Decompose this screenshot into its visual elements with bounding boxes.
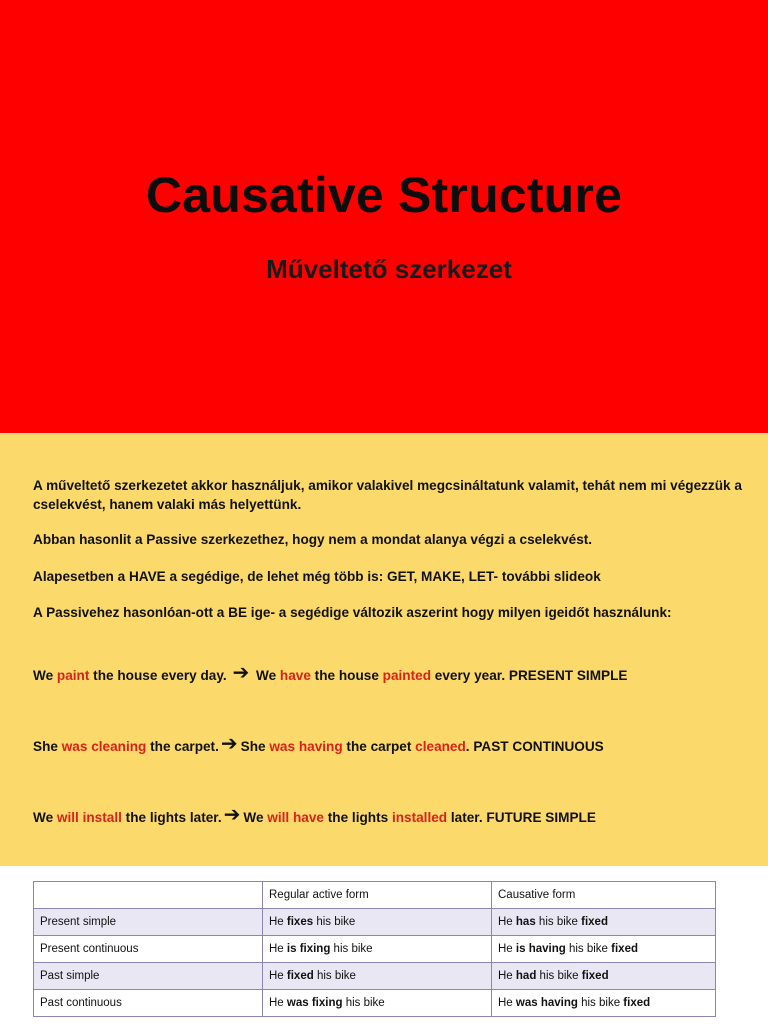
arrow-right-icon: ➔ bbox=[232, 662, 250, 684]
explanation-slide bbox=[0, 433, 768, 866]
slide-title: Causative Structure bbox=[145, 167, 623, 223]
tense-cell: Past continuous bbox=[34, 990, 263, 1017]
causative-form-cell: He has his bike fixed bbox=[492, 909, 716, 936]
paragraph-passive-comparison: Abban hasonlit a Passive szerkezethez, hogy nem a mondat alanya végzi a cselekvést. bbox=[33, 532, 593, 547]
active-form-cell: He was fixing his bike bbox=[263, 990, 492, 1017]
table-row bbox=[34, 936, 716, 963]
example-past-continuous: She was cleaning the carpet. ➔ She was having the carpet cleaned. PAST CONTINUOUS bbox=[33, 733, 604, 755]
tense-cell: Past simple bbox=[34, 963, 263, 990]
example-future-simple: We will install the lights later. ➔ We will have the lights installed later. FUTURE SIMPLE bbox=[33, 804, 596, 826]
tense-cell: Present continuous bbox=[34, 936, 263, 963]
paragraph-auxiliary: Alapesetben a HAVE a segédige, de lehet még több is: GET, MAKE, LET- további slideok bbox=[33, 569, 601, 584]
table-row bbox=[34, 990, 716, 1017]
verb-highlight: was cleaning bbox=[61, 739, 147, 754]
table-header-row bbox=[34, 882, 716, 909]
active-form-cell: He is fixing his bike bbox=[263, 936, 492, 963]
causative-form-cell: He was having his bike fixed bbox=[492, 990, 716, 1017]
verb-highlight: was having bbox=[269, 739, 343, 754]
table-row bbox=[34, 963, 716, 990]
title-slide bbox=[0, 0, 768, 433]
causative-form-cell: He had his bike fixed bbox=[492, 963, 716, 990]
table-header-cell bbox=[34, 882, 263, 909]
causative-forms-table bbox=[33, 881, 716, 1017]
slide-subtitle: Műveltető szerkezet bbox=[266, 254, 512, 284]
active-form-cell: He fixed his bike bbox=[263, 963, 492, 990]
example-present-simple: We paint the house every day. ➔ We have the house painted every year. PRESENT SIMPLE bbox=[33, 662, 628, 684]
verb-highlight: will install bbox=[56, 810, 122, 825]
participle-highlight: installed bbox=[391, 810, 448, 825]
verb-highlight: have bbox=[279, 668, 311, 683]
paragraph-intro: A műveltető szerkezetet akkor használjuk, amikor valakivel megcsináltatunk valamit, tehát nem mi végezzük a cselekvést, hanem valaki más helyettünk. bbox=[33, 478, 742, 512]
participle-highlight: cleaned bbox=[415, 739, 466, 754]
active-form-cell: He fixes his bike bbox=[263, 909, 492, 936]
verb-highlight: paint bbox=[56, 668, 90, 683]
table-slide bbox=[0, 866, 768, 1024]
table-header-cell: Regular active form bbox=[263, 882, 492, 909]
table-header-cell: Causative form bbox=[492, 882, 716, 909]
paragraph-tense-change: A Passivehez hasonlóan-ott a BE ige- a segédige változik aszerint hogy milyen igeidőt használunk: bbox=[33, 605, 672, 620]
causative-form-cell: He is having his bike fixed bbox=[492, 936, 716, 963]
table-row bbox=[34, 909, 716, 936]
arrow-right-icon: ➔ bbox=[223, 804, 241, 826]
arrow-right-icon: ➔ bbox=[220, 733, 238, 755]
verb-highlight: will have bbox=[267, 810, 324, 825]
participle-highlight: painted bbox=[382, 668, 432, 683]
tense-cell: Present simple bbox=[34, 909, 263, 936]
